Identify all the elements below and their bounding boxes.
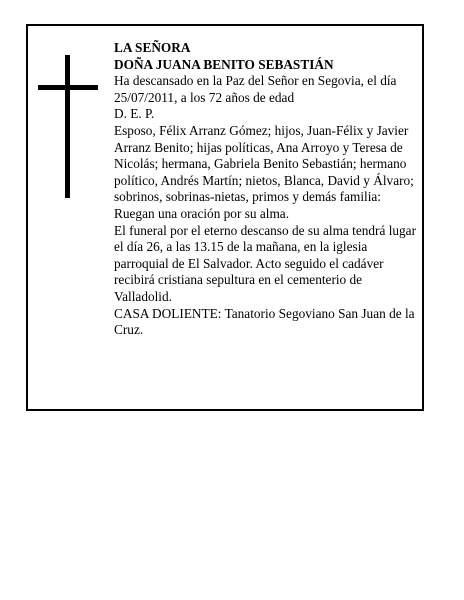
notice-text — [114, 40, 422, 339]
family-list: Esposo, Félix Arranz Gómez; hijos, Juan-Félix y Javier Arranz Benito; hijas políticas, Ana Arroyo y Teresa de Nicolás; hermana, Gabriela Benito Sebastián; hermano político, Andrés Martín; nietos, Blanca, David y Álvaro; sobrinos, sobrinas-nietas, primos y demás familia: — [114, 122, 414, 205]
cross-icon — [38, 55, 98, 198]
mourning-house: CASA DOLIENTE: Tanatorio Segoviano San Juan de la Cruz. — [114, 305, 415, 338]
dep-line: D. E. P. — [114, 106, 155, 122]
cross-horizontal-bar — [38, 85, 98, 90]
obituary-notice — [26, 24, 424, 411]
rest-statement: Ha descansado en la Paz del Señor en Segovia, el día 25/07/2011, a los 72 años de edad — [114, 73, 397, 105]
deceased-name: DOÑA JUANA BENITO SEBASTIÁN — [114, 56, 334, 72]
deceased-title: LA SEÑORA — [114, 40, 191, 55]
funeral-details: El funeral por el eterno descanso de su alma tendrá lugar el día 26, a las 13.15 de la mañana, en la iglesia parroquial de El Salvador. Acto seguido el cadáver recibirá cristiana sepultura en el cementerio de Valladolid. — [114, 222, 417, 304]
cross-vertical-bar — [65, 55, 70, 198]
prayer-request: Ruegan una oración por su alma. — [114, 205, 290, 221]
